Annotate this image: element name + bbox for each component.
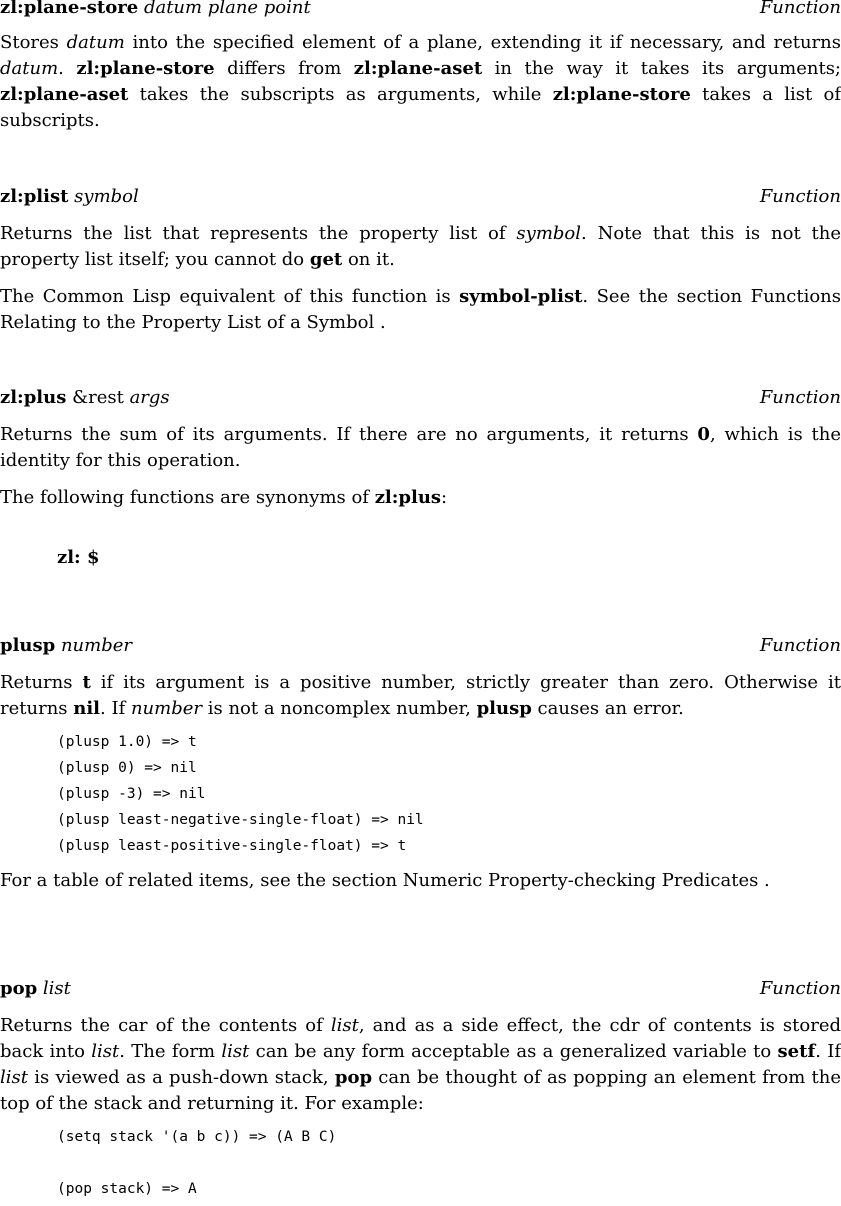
- function-args: args: [129, 387, 170, 408]
- entry-plus: [0, 387, 841, 571]
- code-line: (pop stack) => A: [57, 1181, 197, 1197]
- description-paragraph: Returns the sum of its arguments. If there are no arguments, it returns 0, which is the identity for this operation.: [0, 424, 841, 471]
- code-example: [0, 1124, 841, 1202]
- code-line: (plusp 0) => nil: [57, 760, 197, 776]
- entry-heading: [0, 0, 841, 19]
- description-paragraph: For a table of related items, see the section Numeric Property-checking Predicates .: [0, 870, 770, 891]
- entry-heading: [0, 635, 841, 657]
- function-args: datum plane point: [143, 0, 311, 18]
- description-paragraph: Returns t if its argument is a positive number, strictly greater than zero. Otherwise it returns nil. If number is not a noncomplex number, plusp causes an error.: [0, 672, 841, 719]
- function-kind: Function: [759, 387, 841, 408]
- entry-heading: [0, 186, 841, 208]
- entry-plist: [0, 186, 841, 336]
- entry-heading: [0, 978, 841, 1000]
- description-paragraph: The Common Lisp equivalent of this function is symbol-plist. See the section Functions Relating to the Property List of a Symbol .: [0, 286, 841, 333]
- function-kind: Function: [759, 186, 841, 207]
- entry-heading: [0, 387, 841, 409]
- function-name: pop: [0, 978, 38, 999]
- function-kind: Function: [759, 0, 841, 18]
- function-name: zl:plus: [0, 387, 67, 408]
- entry-pop: [0, 978, 841, 1202]
- function-name: plusp: [0, 635, 56, 656]
- code-line: (plusp -3) => nil: [57, 786, 206, 802]
- description-paragraph: Stores datum into the specified element of a plane, extending it if necessary, and returns datum. zl:plane-store differs from zl:plane-aset in the way it takes its arguments; zl:plane-aset takes the subscripts as arguments, while zl:plane-store takes a list of subscripts.: [0, 32, 841, 131]
- description-paragraph: The following functions are synonyms of zl:plus:: [0, 487, 448, 508]
- code-line: (plusp least-negative-single-float) => nil: [57, 812, 424, 828]
- function-args: number: [60, 635, 133, 656]
- entry-plusp: [0, 635, 841, 894]
- function-kind: Function: [759, 635, 841, 656]
- code-line: (plusp 1.0) => t: [57, 734, 197, 750]
- description-paragraph: Returns the list that represents the property list of symbol. Note that this is not the property list itself; you cannot do get on it.: [0, 223, 841, 270]
- lambda-keyword: &rest: [72, 387, 124, 408]
- function-args: symbol: [74, 186, 139, 207]
- function-name: zl:plist: [0, 186, 69, 207]
- description-paragraph: Returns the car of the contents of list, and as a side effect, the cdr of contents is stored back into list. The form list can be any form acceptable as a generalized variable to setf. If list is viewed as a push-down stack, pop can be thought of as popping an element from the top of the stack and returning it. For example:: [0, 1015, 841, 1114]
- synonym-list: zl: $: [57, 547, 100, 568]
- entry-plane-store: [0, 0, 841, 134]
- code-line: (plusp least-positive-single-float) => t: [57, 838, 407, 854]
- code-line: (setq stack '(a b c)) => (A B C): [57, 1129, 337, 1145]
- function-kind: Function: [759, 978, 841, 999]
- function-args: list: [42, 978, 71, 999]
- code-example: [0, 729, 841, 859]
- function-name: zl:plane-store: [0, 0, 139, 18]
